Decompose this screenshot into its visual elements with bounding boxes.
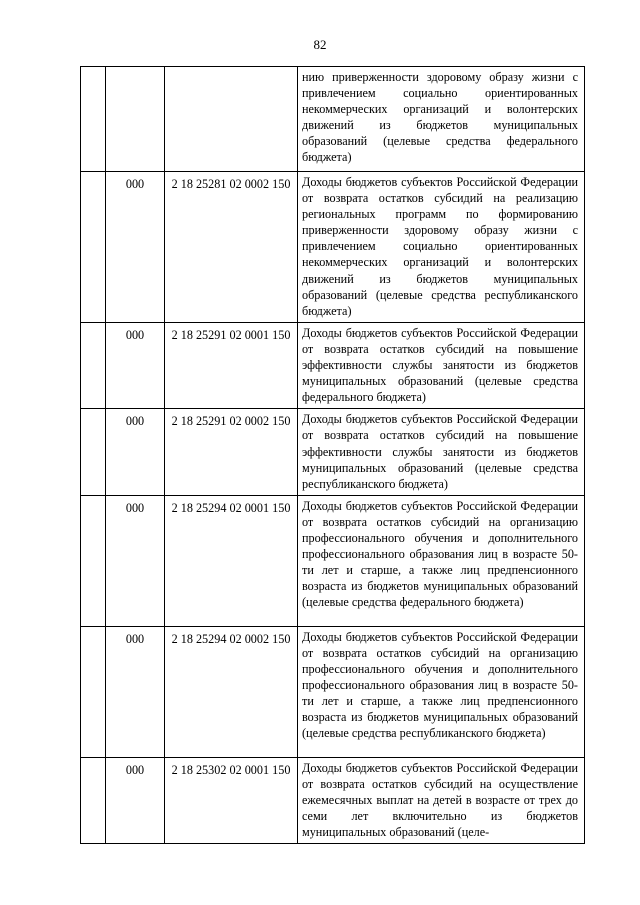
description-cell: Доходы бюджетов субъектов Российской Федерации от возврата остатков субсидий на повышение эффективности службы занятости из бюджетов муниципальных образований (целевые средства федерального бюджета) xyxy=(298,322,585,408)
table-row xyxy=(81,626,585,757)
budget-code-cell: 2 18 25291 02 0001 150 xyxy=(165,322,298,408)
description-cell: Доходы бюджетов субъектов Российской Федерации от возврата остатков субсидий на осуществление ежемесячных выплат на детей в возрасте от трех до семи лет включительно из бюджетов муниципальных образований (целе- xyxy=(298,757,585,843)
table-row xyxy=(81,322,585,408)
admin-code-cell: 000 xyxy=(106,322,165,408)
table-row xyxy=(81,172,585,323)
budget-code-cell: 2 18 25294 02 0002 150 xyxy=(165,626,298,757)
blank-cell xyxy=(81,322,106,408)
budget-code-cell xyxy=(165,67,298,172)
budget-classification-table xyxy=(80,66,585,844)
table-row xyxy=(81,495,585,626)
budget-code-cell: 2 18 25294 02 0001 150 xyxy=(165,495,298,626)
page-number: 82 xyxy=(313,37,327,52)
blank-cell xyxy=(81,757,106,843)
table-row xyxy=(81,757,585,843)
admin-code-cell xyxy=(106,67,165,172)
blank-cell xyxy=(81,409,106,495)
blank-cell xyxy=(81,495,106,626)
blank-cell xyxy=(81,172,106,323)
table-row xyxy=(81,67,585,172)
admin-code-cell: 000 xyxy=(106,172,165,323)
description-cell: Доходы бюджетов субъектов Российской Федерации от возврата остатков субсидий на повышение эффективности службы занятости из бюджетов муниципальных образований (целевые средства республиканского бюджета) xyxy=(298,409,585,495)
admin-code-cell: 000 xyxy=(106,626,165,757)
admin-code-cell: 000 xyxy=(106,409,165,495)
admin-code-cell: 000 xyxy=(106,495,165,626)
blank-cell xyxy=(81,67,106,172)
table-row xyxy=(81,409,585,495)
description-cell: Доходы бюджетов субъектов Российской Федерации от возврата остатков субсидий на организацию профессионального обучения и дополнительного профессионального образования лиц в возрасте 50-ти лет и старше, а также лиц предпенсионного возраста из бюджетов муниципальных образований (целевые средства республиканского бюджета) xyxy=(298,626,585,757)
description-cell: Доходы бюджетов субъектов Российской Федерации от возврата остатков субсидий на реализацию региональных программ по формированию приверженности здоровому образу жизни с привлечением социально ориентированных некоммерческих организаций и волонтерских движений из бюджетов муниципальных образований (целевые средства республиканского бюджета) xyxy=(298,172,585,323)
budget-code-cell: 2 18 25291 02 0002 150 xyxy=(165,409,298,495)
admin-code-cell: 000 xyxy=(106,757,165,843)
blank-cell xyxy=(81,626,106,757)
budget-code-cell: 2 18 25302 02 0001 150 xyxy=(165,757,298,843)
budget-code-cell: 2 18 25281 02 0002 150 xyxy=(165,172,298,323)
description-cell: нию приверженности здоровому образу жизни с привлечением социально ориентированных некоммерческих организаций и волонтерских движений из бюджетов муниципальных образований (целевые средства федерального бюджета) xyxy=(298,67,585,172)
description-cell: Доходы бюджетов субъектов Российской Федерации от возврата остатков субсидий на организацию профессионального обучения и дополнительного профессионального образования лиц в возрасте 50-ти лет и старше, а также лиц предпенсионного возраста из бюджетов муниципальных образований (целевые средства федерального бюджета) xyxy=(298,495,585,626)
